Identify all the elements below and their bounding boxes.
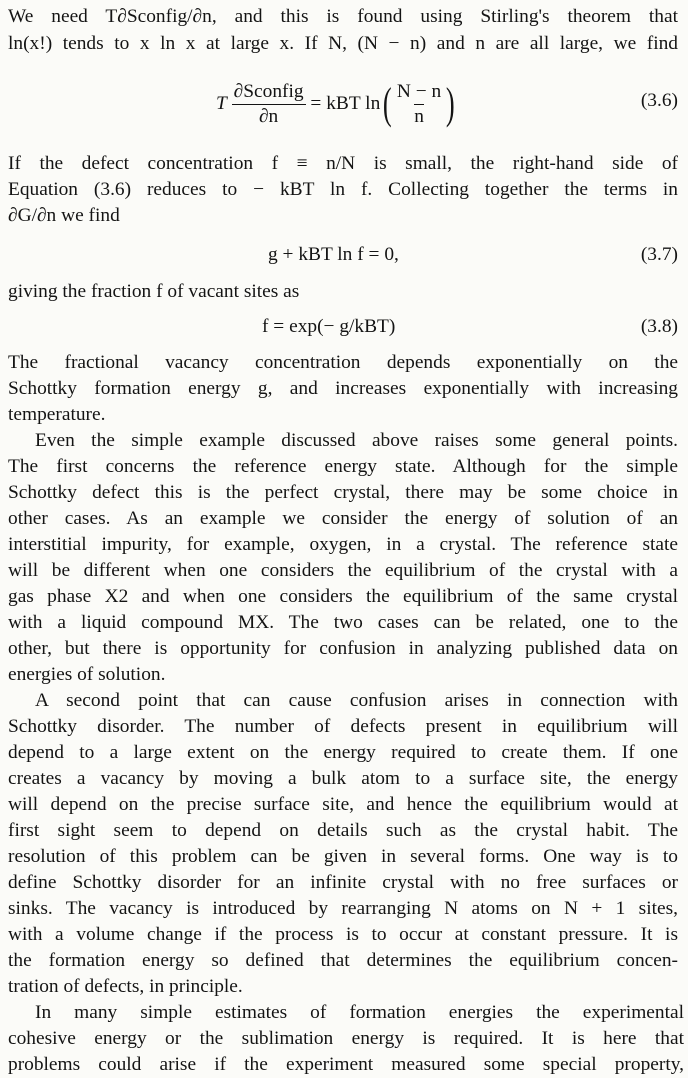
- text-line: ∂G/∂n we find: [8, 205, 120, 226]
- eq-inner-denominator: n: [414, 105, 424, 127]
- text-line: creates a vacancy by moving a bulk atom to a surface site, the energy: [8, 768, 678, 789]
- eq-inner-fraction: [395, 80, 443, 129]
- equation-number: (3.8): [640, 316, 678, 337]
- text-line: Equation (3.6) reduces to − kBT ln f. Collecting together the terms in: [8, 179, 678, 200]
- eq-inner-numerator: N − n: [396, 80, 442, 102]
- text-line: We need T∂Sconfig/∂n, and this is found using Stirling's theorem that: [8, 6, 678, 27]
- left-paren-glyph: (: [383, 79, 392, 128]
- text-line: with a volume change if the process is to occur at constant pressure. It is: [8, 924, 678, 945]
- text-line: gas phase X2 and when one considers the equilibrium of the same crystal: [8, 586, 678, 607]
- text-line: Even the simple example discussed above raises some general points.: [35, 430, 678, 451]
- right-paren-glyph: ): [446, 79, 455, 128]
- text-line: If the defect concentration f ≡ n/N is small, the right-hand side of: [8, 153, 678, 174]
- text-line: The fractional vacancy concentration depends exponentially on the: [8, 352, 678, 373]
- text-line: Schottky disorder. The number of defects present in equilibrium will: [8, 716, 678, 737]
- text-line: first sight seem to depend on details such as the crystal habit. The: [8, 820, 678, 841]
- text-line: energies of solution.: [8, 664, 166, 685]
- text-line: the formation energy so defined that determines the equilibrium concen-: [8, 950, 678, 971]
- text-line: Schottky defect this is the perfect crystal, there may be some choice in: [8, 482, 678, 503]
- text-line: ln(x!) tends to x ln x at large x. If N, (N − n) and n are all large, we find: [8, 33, 678, 54]
- equation-3-6: [216, 74, 458, 134]
- text-line: define Schottky disorder for an infinite crystal with no free surfaces or: [8, 872, 678, 893]
- equation-number: (3.7): [640, 244, 678, 265]
- text-line: with a liquid compound MX. The two cases can be related, one to the: [8, 612, 678, 633]
- text-line: interstitial impurity, for example, oxygen, in a crystal. The reference state: [8, 534, 678, 555]
- text-line: tration of defects, in principle.: [8, 976, 243, 997]
- eq-lhs-denominator: ∂n: [258, 105, 279, 127]
- text-line: other, but there is opportunity for confusion in analyzing published data on: [8, 638, 678, 659]
- text-line: giving the fraction f of vacant sites as: [8, 281, 300, 302]
- text-line: other cases. As an example we consider the energy of solution of an: [8, 508, 678, 529]
- text-line: In many simple estimates of formation energies the experimental: [35, 1002, 684, 1023]
- text-line: will depend on the precise surface site, and hence the equilibrium would at: [8, 794, 678, 815]
- text-line: The first concerns the reference energy state. Although for the simple: [8, 456, 678, 477]
- text-line: cohesive energy or the sublimation energy is required. It is here that: [8, 1028, 684, 1049]
- equation-3-7: g + kBT ln f = 0,: [268, 244, 399, 265]
- text-line: temperature.: [8, 404, 106, 425]
- text-line: problems could arise if the experiment measured some special property,: [8, 1054, 684, 1075]
- eq-rhs: = kBT ln: [310, 93, 381, 114]
- equation-number: (3.6): [640, 90, 678, 111]
- text-line: resolution of this problem can be given in several forms. One way is to: [8, 846, 678, 867]
- text-line: Schottky formation energy g, and increases exponentially with increasing: [8, 378, 678, 399]
- text-line: A second point that can cause confusion arises in connection with: [35, 690, 678, 711]
- eq-lhs-numerator: ∂Sconfig: [232, 80, 306, 105]
- text-line: will be different when one considers the equilibrium of the crystal with a: [8, 560, 678, 581]
- eq-lhs-fraction: [232, 80, 306, 129]
- eq-lhs-prefix: T: [216, 93, 227, 114]
- text-line: depend to a large extent on the energy required to create them. If one: [8, 742, 678, 763]
- text-line: sinks. The vacancy is introduced by rearranging N atoms on N + 1 sites,: [8, 898, 678, 919]
- equation-3-8: f = exp(− g/kBT): [262, 316, 396, 337]
